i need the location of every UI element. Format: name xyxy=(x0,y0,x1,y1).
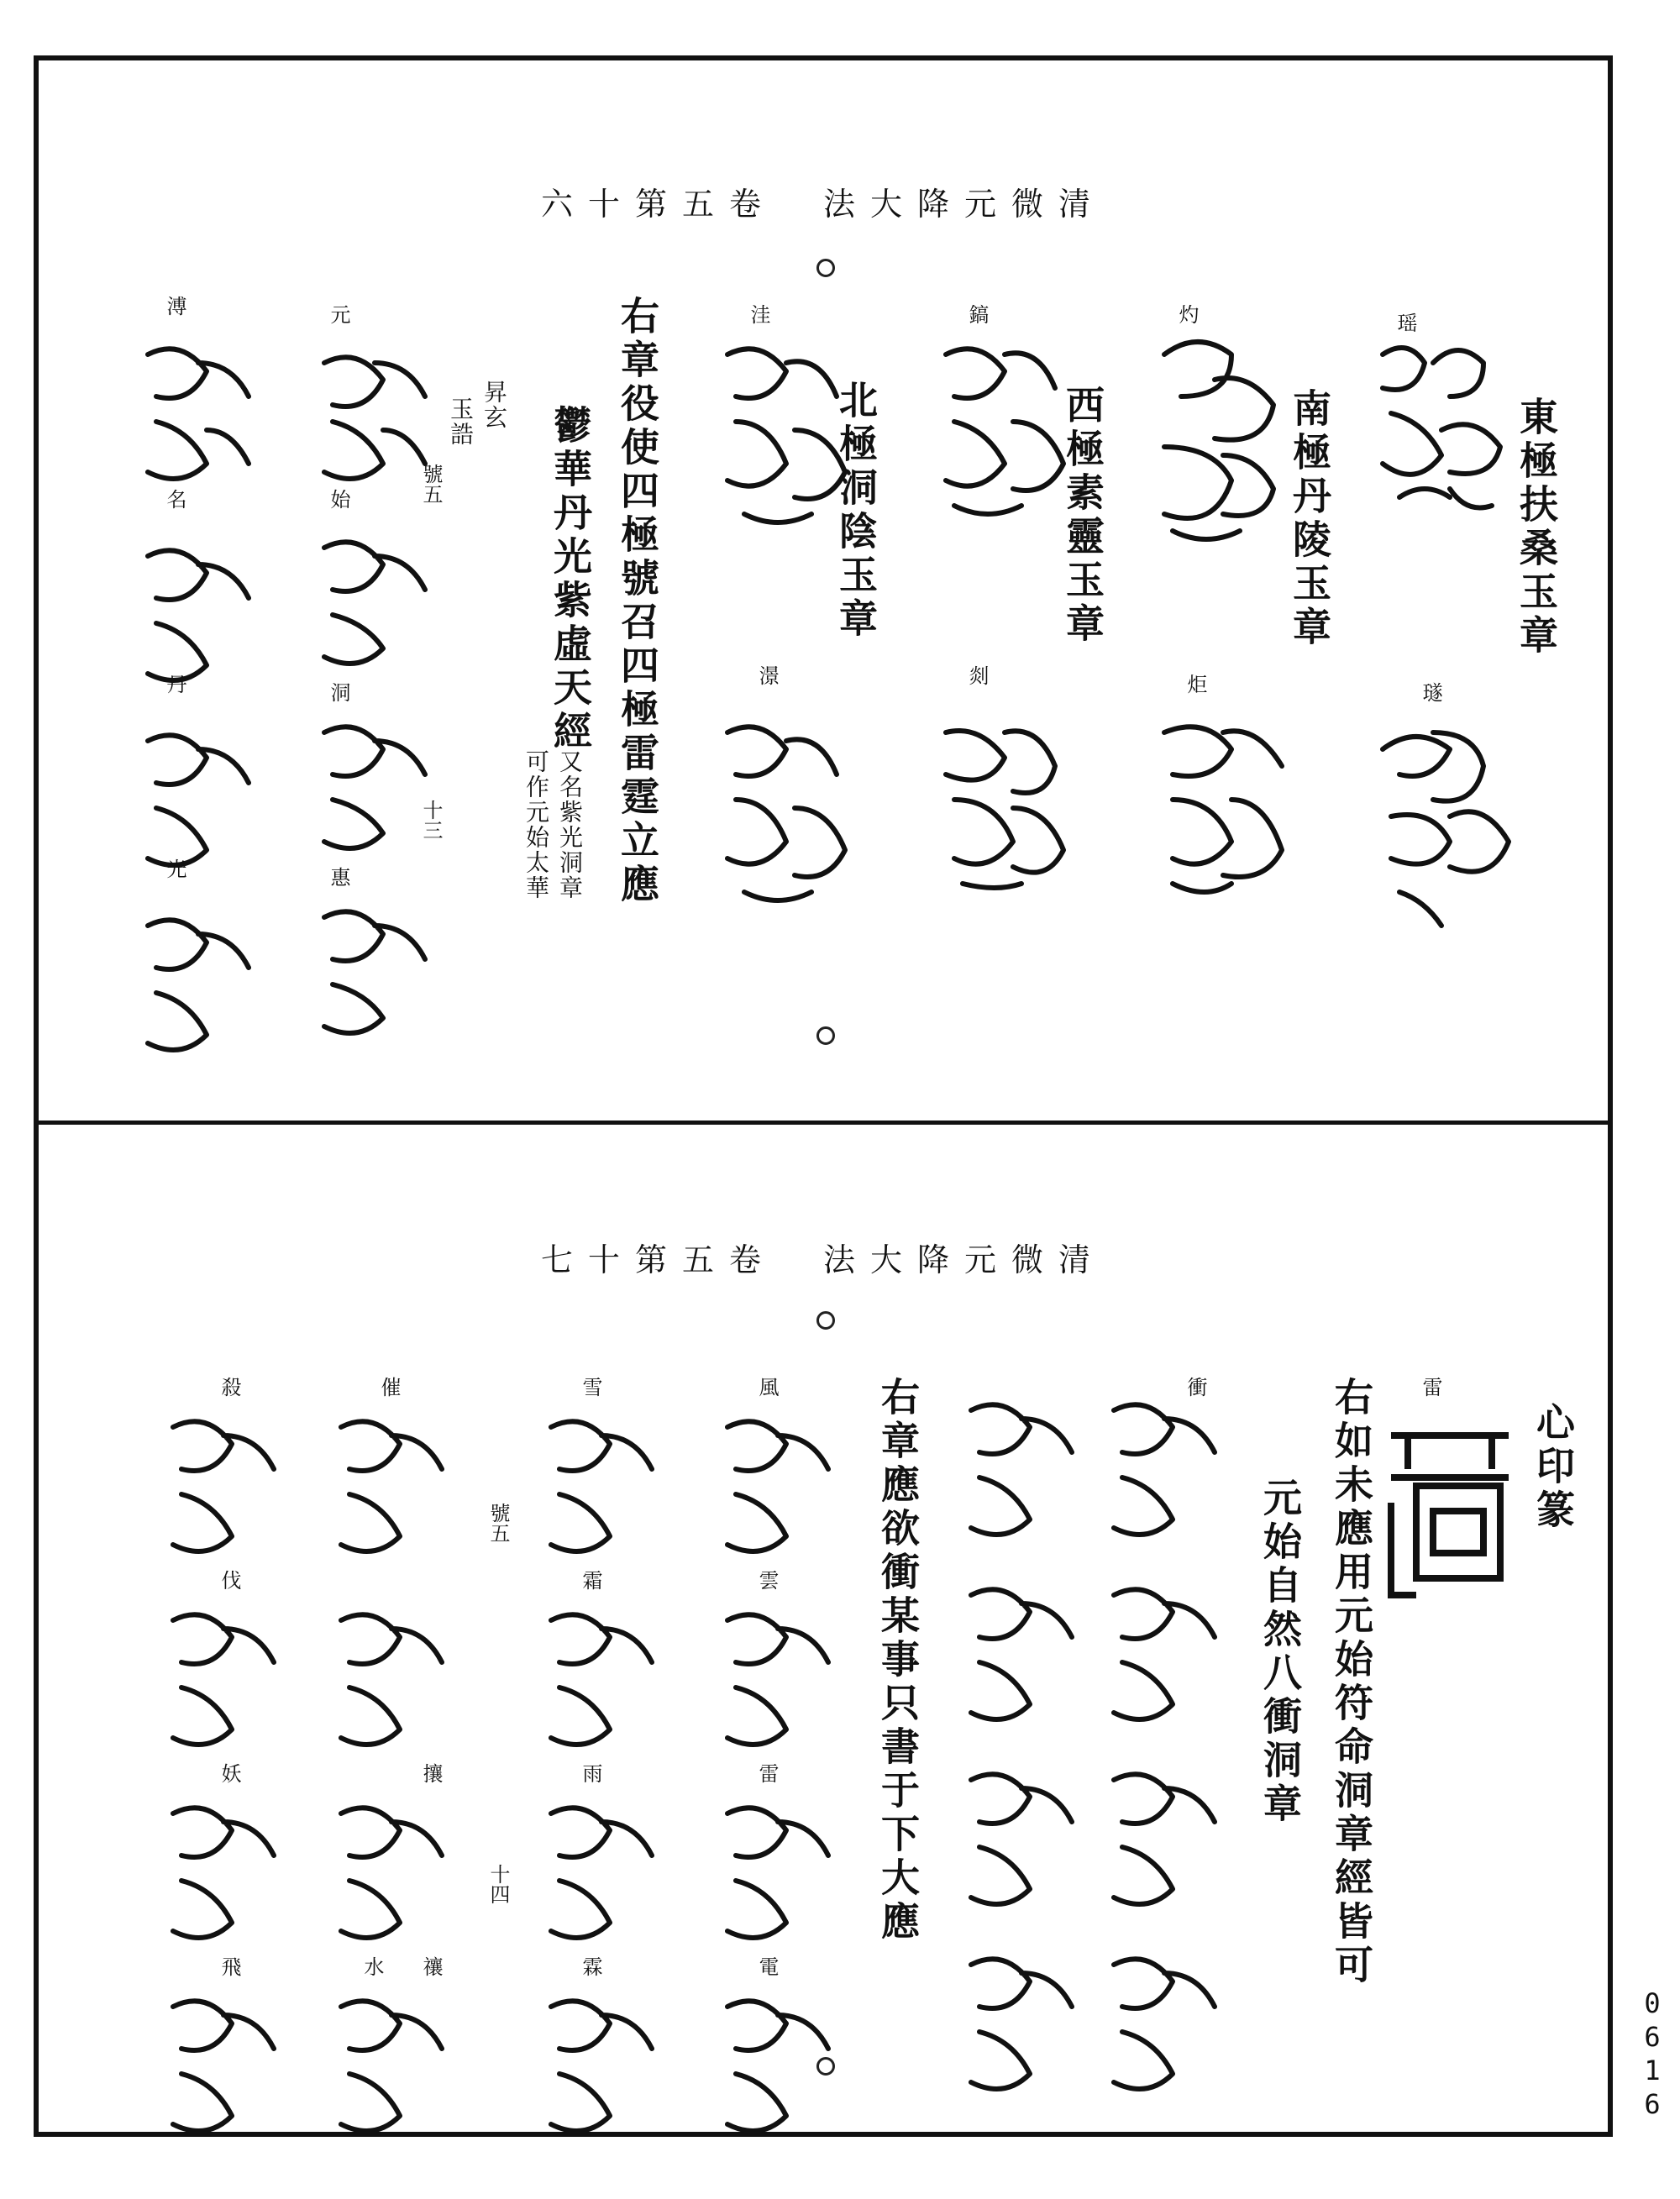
page-frame xyxy=(34,55,1613,2137)
gloss-mark: 電 xyxy=(755,1956,779,1976)
gloss-mark: 丹 xyxy=(163,674,186,694)
margin-mark: 十四 xyxy=(486,1864,510,1904)
gloss-mark: 鎬 xyxy=(965,304,989,324)
seal-glyph xyxy=(551,1614,652,1745)
gloss-mark: 惠 xyxy=(327,867,350,887)
text-column: 右章役使四極號召四極雷霆立應 xyxy=(615,296,660,907)
gloss-mark: 灼 xyxy=(1175,304,1199,324)
seal-glyph xyxy=(727,2001,828,2131)
seal-glyph xyxy=(1164,727,1282,892)
gloss-mark: 飛 xyxy=(218,1956,241,1976)
seal-glyphs-top xyxy=(39,60,1608,1120)
gloss-mark: 剡 xyxy=(965,665,989,685)
gloss-mark: 璲 xyxy=(1419,682,1442,702)
seal-glyph xyxy=(324,911,425,1033)
seal-glyph xyxy=(173,1808,274,1938)
gloss-mark: 雲 xyxy=(755,1570,779,1590)
seal-glyph xyxy=(341,1614,442,1745)
gloss-mark: 禳 xyxy=(419,1956,443,1976)
small-text-column: 又名紫光洞章 xyxy=(556,749,584,900)
gloss-mark: 雷 xyxy=(755,1763,779,1783)
gloss-mark: 光 xyxy=(163,858,186,879)
gloss-mark: 霜 xyxy=(579,1570,602,1590)
gloss-mark: 催 xyxy=(377,1377,401,1397)
running-header-bottom: 七十第五卷 法大降元微清 xyxy=(540,1241,1105,1278)
margin-mark: 十三 xyxy=(419,800,443,840)
seal-glyph xyxy=(1114,1959,1215,2089)
seal-glyph xyxy=(727,1614,828,1745)
seal-glyph xyxy=(727,349,845,522)
gloss-mark: 伐 xyxy=(218,1570,241,1590)
gloss-mark: 攘 xyxy=(419,1763,443,1783)
seal-glyph xyxy=(324,727,425,848)
seal-glyph xyxy=(727,1808,828,1938)
gloss-mark: 衝 xyxy=(1184,1377,1207,1397)
gloss-mark: 瑶 xyxy=(1394,312,1417,333)
seal-glyph xyxy=(324,542,425,664)
small-text-column: 可作元始太華 xyxy=(522,749,550,900)
seal-glyph xyxy=(148,920,249,1050)
gloss-mark: 水 xyxy=(360,1956,384,1976)
seal-glyph xyxy=(324,357,425,479)
seal-glyph xyxy=(946,349,1063,514)
gloss-mark: 澋 xyxy=(755,665,779,685)
text-column: 鬱華丹光紫虛天經 xyxy=(548,405,593,754)
seal-glyph xyxy=(971,1959,1072,2089)
seal-glyph xyxy=(1164,342,1273,539)
seal-glyph xyxy=(946,731,1063,888)
seal-glyph xyxy=(971,1589,1072,1719)
gloss-mark: 炬 xyxy=(1184,674,1207,694)
gloss-mark: 風 xyxy=(755,1377,779,1397)
seal-glyph xyxy=(341,1808,442,1938)
seal-glyph xyxy=(1114,1404,1215,1535)
gloss-mark: 始 xyxy=(327,489,350,509)
seal-glyph xyxy=(148,735,249,865)
gloss-mark: 洞 xyxy=(327,682,350,702)
seal-glyph xyxy=(727,1421,828,1551)
gloss-mark: 妖 xyxy=(218,1763,241,1783)
side-note: 昇玄 xyxy=(480,380,508,430)
text-column: 南極丹陵玉章 xyxy=(1287,388,1332,650)
text-column: 西極素靈玉章 xyxy=(1060,385,1105,647)
seal-glyph xyxy=(1383,348,1500,508)
bottom-panel xyxy=(39,1120,1608,2136)
seal-glyph xyxy=(551,1421,652,1551)
text-column: 右章應欲衝某事只書于下大應 xyxy=(875,1377,921,1944)
seal-glyph xyxy=(148,349,249,479)
page-number: 0616 xyxy=(1636,1987,1668,2122)
seal-glyph xyxy=(341,1421,442,1551)
seal-glyph xyxy=(173,1421,274,1551)
text-column: 右如未應用元始符命洞章經皆可 xyxy=(1329,1377,1374,1988)
seal-glyph xyxy=(1114,1589,1215,1719)
seal-glyph xyxy=(1383,732,1509,926)
text-column: 北極洞陰玉章 xyxy=(833,380,879,642)
seal-glyph xyxy=(727,727,845,900)
seal-label: 雷 xyxy=(1419,1377,1442,1397)
gloss-mark: 名 xyxy=(163,489,186,509)
text-column: 東極扶桑玉章 xyxy=(1514,396,1559,659)
text-column: 元始自然八衝洞章 xyxy=(1257,1477,1303,1827)
top-panel xyxy=(39,60,1608,1120)
margin-mark: 號五 xyxy=(419,464,443,504)
running-header-top: 六十第五卷 法大降元微清 xyxy=(540,186,1105,223)
seal-glyph xyxy=(971,1404,1072,1535)
margin-mark: 號五 xyxy=(486,1503,510,1543)
seal-glyph xyxy=(551,2001,652,2131)
gloss-mark: 雪 xyxy=(579,1377,602,1397)
seal-caption: 心印篆 xyxy=(1530,1402,1576,1533)
seal-glyph xyxy=(341,2001,442,2131)
gloss-mark: 元 xyxy=(327,304,350,324)
gloss-mark: 殺 xyxy=(218,1377,241,1397)
seal-glyph xyxy=(173,2001,274,2131)
gloss-mark: 溥 xyxy=(163,296,186,316)
seal-glyph xyxy=(1114,1774,1215,1904)
side-note: 玉誥 xyxy=(447,396,475,447)
seal-glyph xyxy=(173,1614,274,1745)
seal-glyphs-bottom xyxy=(39,1125,1608,2136)
seal-glyph xyxy=(551,1808,652,1938)
seal-glyph xyxy=(148,550,249,680)
gloss-mark: 雨 xyxy=(579,1763,602,1783)
gloss-mark: 洼 xyxy=(747,304,770,324)
gloss-mark: 霖 xyxy=(579,1956,602,1976)
seal-glyph xyxy=(971,1774,1072,1904)
